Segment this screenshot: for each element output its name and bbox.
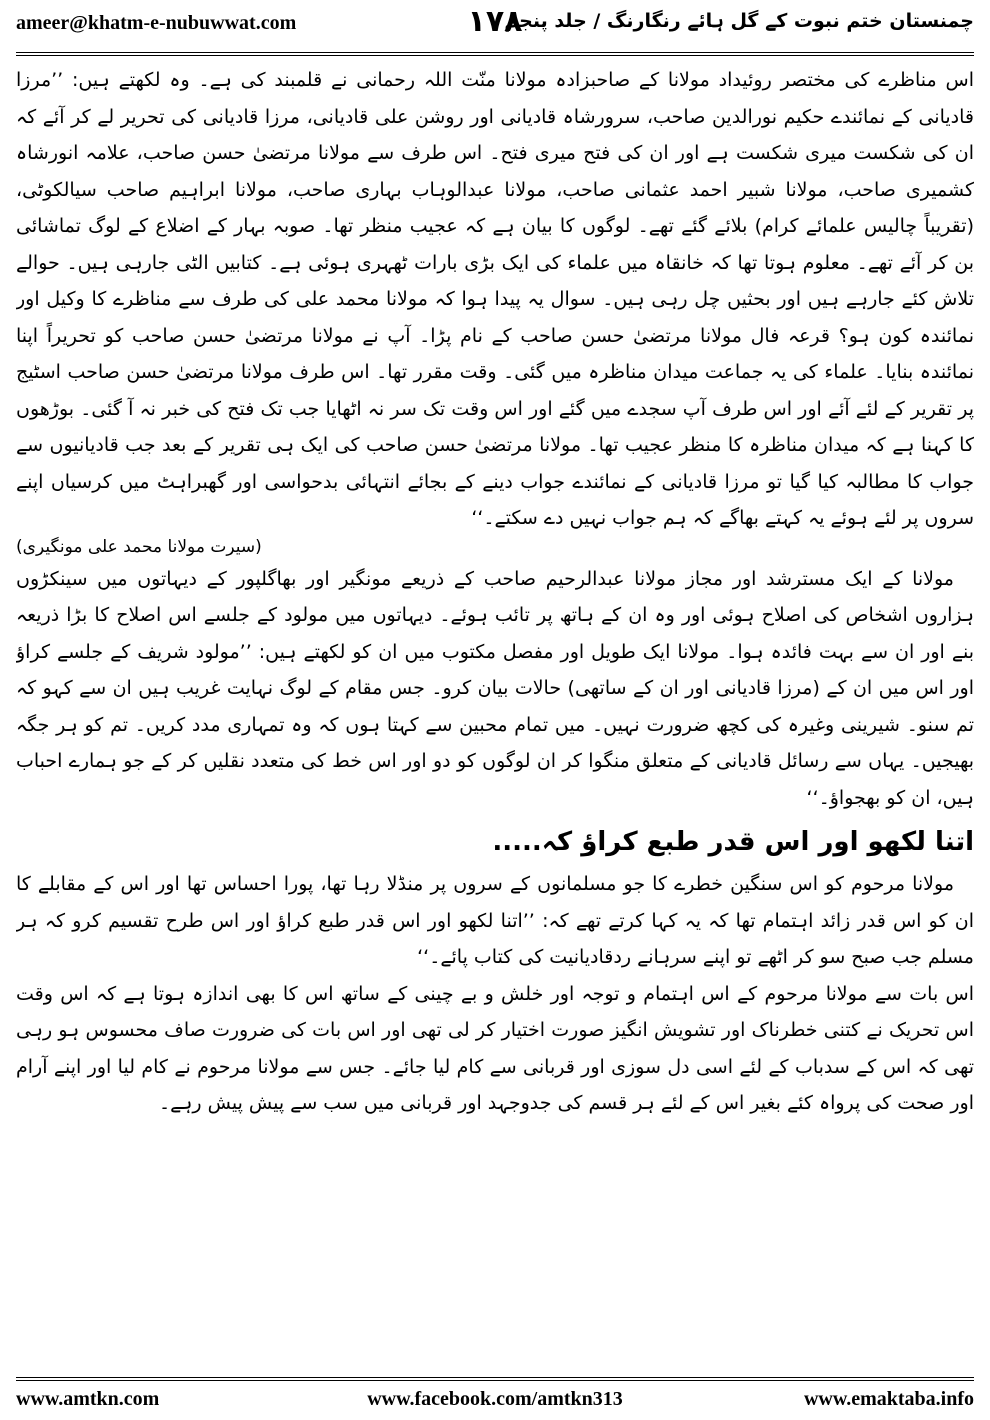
citation: (سیرت مولانا محمد علی مونگیری) [16,536,262,557]
paragraph-1: اس مناظرے کی مختصر روئیداد مولانا کے صاحبزادہ مولانا منّت اللہ رحمانی نے قلمبند کی ہے۔ وہ لکھتے ہیں: ’’مرزا قادیانی کے نمائندے حکیم نورالدین صاحب، سرورشاہ قادیانی اور روشن علی قادیانی، مرزا قادیانی کی تحریر لے کر آئے کہ ان کی شکست میری شکست ہے اور ان کی فتح میری فتح۔ اس طرف سے مولانا مرتضیٰ حسن صاحب، علامہ انورشاہ کشمیری صاحب، مولانا شبیر احمد عثمانی صاحب، مولانا عبدالوہاب بہاری صاحب، مولانا ابراہیم صاحب سیالکوٹی، (تقریباً چالیس علمائے کرام) بلائے گئے تھے۔ لوگوں کا بیان ہے کہ عجیب منظر تھا۔ صوبہ بہار کے اضلاع کے لوگ تماشائی بن کر آئے تھے۔ معلوم ہوتا تھا کہ خانقاہ میں علماء کی ایک بڑی بارات ٹھہری ہوئی ہے۔ کتابیں الٹی جارہی ہیں۔ حوالے تلاش کئے جارہے ہیں اور بحثیں چل رہی ہیں۔ سوال یہ پیدا ہوا کہ مولانا محمد علی کی طرف سے مناظرے کا وکیل اور نمائندہ کون ہو؟ قرعہ فال مولانا مرتضیٰ حسن صاحب کے نام پڑا۔ آپ نے مولانا مرتضیٰ حسن صاحب کو تحریراً اپنا نمائندہ بنایا۔ علماء کی یہ جماعت میدان مناظرہ میں گئی۔ وقت مقرر تھا۔ اس طرف مولانا مرتضیٰ حسن صاحب اسٹیج پر تقریر کے لئے آئے اور اس طرف آپ سجدے میں گئے اور اس وقت تک سر نہ اٹھایا جب تک فتح کی خبر نہ آ گئی۔ بوڑھوں کا کہنا ہے کہ میدان مناظرہ کا منظر عجیب تھا۔ مولانا مرتضیٰ حسن صاحب کی ایک ہی تقریر کے بعد جب قادیانیوں سے جواب کا مطالبہ کیا گیا تو مرزا قادیانی کے نمائندے جواب دینے کے بجائے انتہائی بدحواسی اور گھبراہٹ میں کرسیاں اپنے سروں پر لئے ہوئے یہ کہتے بھاگے کہ ہم جواب نہیں دے سکتے۔‘‘ [16,69,974,529]
header-email: ameer@khatm-e-nubuwwat.com [16,12,297,34]
paragraph-4: اس بات سے مولانا مرحوم کے اس اہتمام و توجہ اور خلش و بے چینی کے ساتھ اس کا بھی اندازہ ہوتا ہے کہ اس وقت اس تحریک نے کتنی خطرناک اور تشویش انگیز صورت اختیار کر لی تھی اور اس بات کی ضرورت صاف محسوس ہو رہی تھی کہ اس کے سدباب کے لئے اسی دل سوزی اور قربانی سے کام لیا جائے۔ جس سے مولانا مرحوم نے کام لیا اور اپنے آرام اور صحت کی پرواہ کئے بغیر اس کے لئے ہر قسم کی جدوجہد اور قربانی میں سب سے پیش پیش رہے۔ [16,982,974,1114]
paragraph-3: مولانا مرحوم کو اس سنگین خطرے کا جو مسلمانوں کے سروں پر منڈلا رہا تھا، پورا احساس تھا اور اس کے مقابلے کا ان کو اس قدر زائد اہتمام تھا کہ یہ کہا کرتے تھے کہ: ’’اتنا لکھو اور اس قدر طبع کراؤ اور اس طرح تقسیم کرو کہ ہر مسلم جب صبح سو کر اٹھے تو اپنے سرہانے ردقادیانیت کی کتاب پائے۔‘‘ [16,873,974,968]
paragraph-2: مولانا کے ایک مسترشد اور مجاز مولانا عبدالرحیم صاحب کے ذریعے مونگیر اور بھاگلپور کے دیہاتوں میں سینکڑوں ہزاروں اشخاص کی اصلاح ہوئی اور وہ ان کے ہاتھ پر تائب ہوئے۔ دیہاتوں میں مولود کے جلسے اس اصلاح کا بڑا ذریعہ بنے اور ان سے بہت فائدہ ہوا۔ مولانا ایک طویل اور مفصل مکتوب میں ان کو لکھتے ہیں: ’’مولود شریف کے جلسے کراؤ اور اس میں ان کے (مرزا قادیانی اور ان کے ساتھی) حالات بیان کرو۔ جس مقام کے لوگ نہایت غریب ہیں ان سے کہو کہ تم سنو۔ شیرینی وغیرہ کی کچھ ضرورت نہیں۔ میں تمام محبین سے کہتا ہوں کہ وہ تمہاری مدد کریں۔ تم کو ہر جگہ بھیجیں۔ یہاں سے رسائل قادیانی کے متعلق منگوا کر ان لوگوں کو دو اور اس خط کی متعدد نقلیں کر کے جو ہمارے احباب ہیں، ان کو بھجواؤ۔‘‘ [16,567,974,809]
footer-link-facebook[interactable]: www.facebook.com/amtkn313 [367,1388,623,1410]
book-title: چمنستان ختم نبوت کے گل ہائے رنگارنگ / جلد پنجم [504,10,974,32]
header-divider [16,52,974,56]
footer-link-emaktaba[interactable]: www.emaktaba.info [803,1388,974,1410]
section-heading: اتنا لکھو اور اس قدر طبع کراؤ کہ..... [492,827,974,857]
document-body [16,62,974,1372]
footer-link-amtkn[interactable]: www.amtkn.com [16,1388,160,1410]
footer-divider [16,1377,974,1381]
page-number: ۱۷۸ [467,4,523,39]
